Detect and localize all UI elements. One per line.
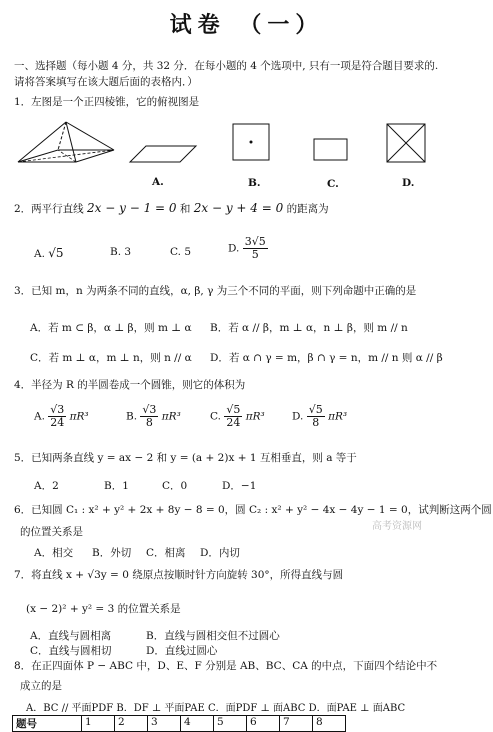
exam-title: 试卷 （一）	[169, 12, 324, 38]
q2-option-c: C. 5	[170, 246, 192, 258]
q7-stem: 7．将直线 x + √3y = 0 绕原点按顺时针方向旋转 30°，所得直线与圆	[14, 569, 344, 581]
pyramid-figure	[18, 120, 118, 170]
q2-option-d: D. $\frac{3√5}{5}$	[228, 235, 266, 261]
q7-option-c: C．直线与圆相切	[30, 645, 112, 657]
section-instructions-line2: 请将答案填写在该大题后面的表格内．）	[14, 76, 198, 88]
q5-option-a: A．2	[34, 480, 59, 492]
answer-col-2[interactable]: 2	[115, 716, 148, 732]
q7-equation: (x − 2)² + y² = 3 的位置关系是	[26, 603, 181, 615]
q8-options: A．BC // 平面PDF B．DF ⊥ 平面PAE C．面PDF ⊥ 面ABC D．面PAE ⊥ 面ABC	[26, 703, 406, 714]
section-instructions-line1: 一、选择题（每小题 4 分，共 32 分．在每小题的 4 个选项中, 只有一项是符合题目要求的.	[14, 60, 439, 72]
q7-option-d: D．直线过圆心	[146, 645, 218, 657]
q5-option-c: C．0	[162, 480, 188, 492]
q5-option-d: D．−1	[222, 480, 257, 492]
answer-col-5[interactable]: 5	[214, 716, 247, 732]
q4-option-a: A. $\frac{√3}{24}$ πR³	[34, 403, 89, 429]
q1-label-d: D.	[402, 177, 415, 189]
q6-option-a: A．相交	[34, 547, 74, 559]
answer-col-3[interactable]: 3	[148, 716, 181, 732]
q4-option-d: D. $\frac{√5}{8}$ πR³	[292, 403, 348, 429]
q1-label-b: B.	[248, 177, 261, 189]
option-a-parallelogram	[130, 144, 200, 166]
q6-line2: 的位置关系是	[20, 526, 83, 538]
watermark-text: 高考资源网	[372, 521, 422, 532]
q1-label-c: C.	[327, 178, 339, 190]
answer-col-6[interactable]: 6	[247, 716, 280, 732]
q3-option-b: B．若 α // β，m ⊥ α，n ⊥ β，则 m // n	[210, 322, 408, 334]
answer-col-7[interactable]: 7	[280, 716, 313, 732]
q6-stem: 6．已知圆 C₁ : x² + y² + 2x + 8y − 8 = 0，圆 C₂ : x² + y² − 4x − 4y − 1 = 0，试判断这两个圆	[14, 504, 492, 516]
q3-option-c: C．若 m ⊥ α，m ⊥ n，则 n // α	[30, 352, 192, 364]
q5-stem: 5．已知两条直线 y = ax − 2 和 y = (a + 2)x + 1 互相垂直，则 a 等于	[14, 452, 357, 464]
q1-stem: 1．左图是一个正四棱锥，它的俯视图是	[14, 96, 200, 108]
q6-option-c: C．相离	[146, 547, 186, 559]
q7-option-a: A．直线与圆相离	[30, 630, 112, 642]
option-b-square-dot	[232, 123, 272, 163]
q3-stem: 3．已知 m，n 为两条不同的直线，α, β, γ 为三个不同的平面，则下列命题中正确的是	[14, 285, 417, 297]
q2-option-a: A. √5	[34, 246, 64, 260]
q1-label-a: A.	[152, 176, 164, 188]
answer-col-1[interactable]: 1	[82, 716, 115, 732]
answer-table-row	[13, 716, 346, 732]
q4-stem: 4．半径为 R 的半圆卷成一个圆锥，则它的体积为	[14, 379, 246, 391]
q4-option-c: C. $\frac{√5}{24}$ πR³	[210, 403, 265, 429]
q3-option-d: D．若 α ∩ γ = m，β ∩ γ = n，m // n 则 α // β	[210, 352, 443, 364]
q4-option-b: B. $\frac{√3}{8}$ πR³	[126, 403, 181, 429]
q3-option-a: A．若 m ⊂ β，α ⊥ β，则 m ⊥ α	[30, 322, 192, 334]
answer-table-header: 题号	[13, 716, 82, 732]
option-d-square-cross	[386, 123, 428, 165]
answer-table	[12, 715, 346, 732]
q2-stem: 2．两平行直线 2x − y − 1 = 0 和 2x − y + 4 = 0 的距离为	[14, 201, 329, 215]
q6-option-b: B．外切	[92, 547, 132, 559]
q8-stem: 8．在正四面体 P − ABC 中，D、E、F 分别是 AB、BC、CA 的中点，下面四个结论中不	[14, 660, 438, 672]
q8-line2: 成立的是	[20, 680, 62, 692]
answer-col-8[interactable]: 8	[313, 716, 346, 732]
option-c-rectangle	[313, 138, 351, 162]
q5-option-b: B．1	[104, 480, 129, 492]
q2-option-b: B. 3	[110, 246, 132, 258]
answer-col-4[interactable]: 4	[181, 716, 214, 732]
q6-option-d: D．内切	[200, 547, 240, 559]
q7-option-b: B．直线与圆相交但不过圆心	[146, 630, 280, 642]
